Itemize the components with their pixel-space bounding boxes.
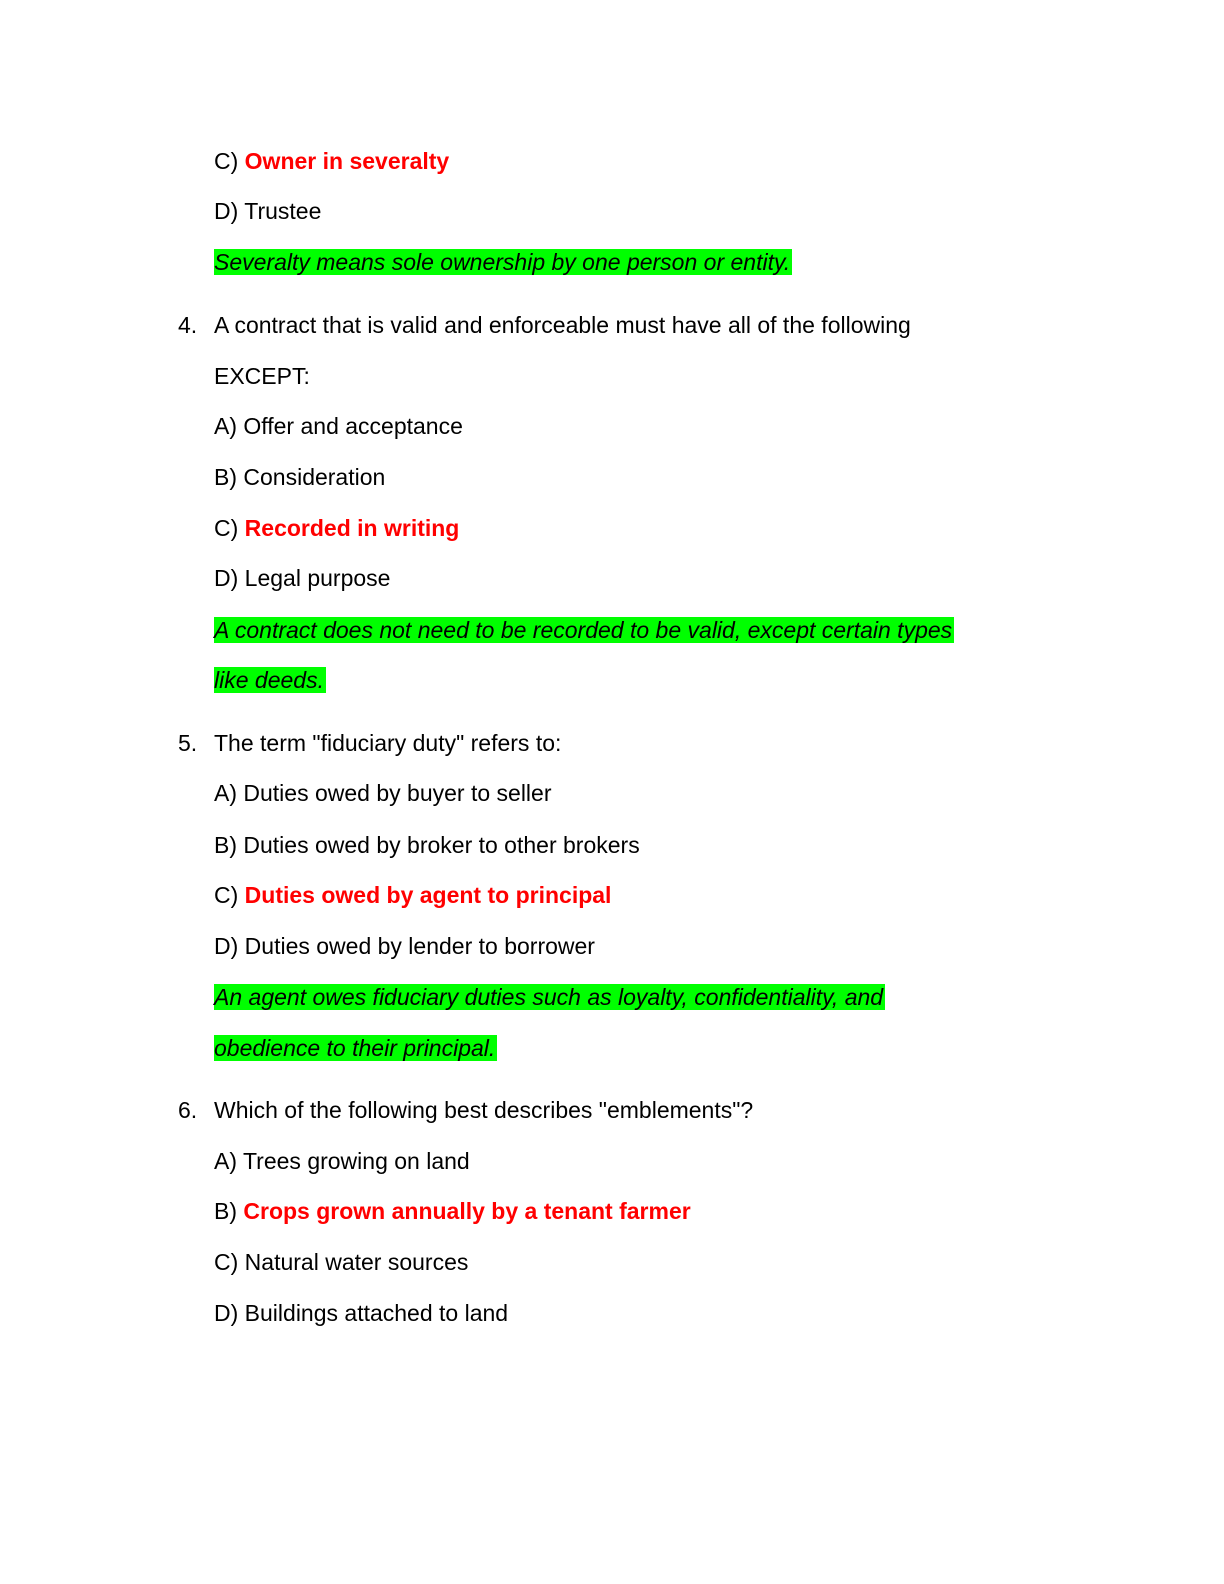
q5-option-b — [214, 830, 640, 860]
explanation-highlight: A contract does not need to be recorded to be valid, except certain types — [214, 617, 953, 643]
q4-option-d — [214, 563, 390, 593]
q4-option-c — [214, 513, 459, 543]
q4-option-b — [214, 462, 385, 492]
option-text: Legal purpose — [244, 565, 391, 591]
option-letter: C) — [214, 882, 239, 908]
option-letter: D) — [214, 1300, 239, 1326]
q4-question-line-2: EXCEPT: — [214, 363, 310, 389]
q6-option-d — [214, 1298, 508, 1328]
option-letter: C) — [214, 1249, 239, 1275]
q5-question-line-1: The term "fiduciary duty" refers to: — [214, 730, 562, 756]
correct-answer: Duties owed by agent to principal — [244, 882, 612, 908]
option-text: Duties owed by broker to other brokers — [243, 832, 640, 858]
q3-explanation — [214, 247, 792, 277]
q4-question-line-1: A contract that is valid and enforceable must have all of the following — [214, 312, 911, 338]
explanation-highlight: Severalty means sole ownership by one person or entity. — [214, 249, 791, 275]
option-text: Duties owed by lender to borrower — [244, 933, 595, 959]
q3-option-d — [214, 196, 321, 226]
option-letter: B) — [214, 832, 237, 858]
q5-number: 5. — [178, 730, 198, 756]
q3-option-c — [214, 146, 449, 176]
option-text: Offer and acceptance — [243, 413, 463, 439]
explanation-highlight: An agent owes fiduciary duties such as loyalty, confidentiality, and — [214, 984, 884, 1010]
q4-number: 4. — [178, 312, 198, 338]
option-text: Trees growing on land — [242, 1148, 470, 1174]
option-letter: C) — [214, 515, 239, 541]
option-text: Natural water sources — [244, 1249, 469, 1275]
option-letter: D) — [214, 198, 239, 224]
q5-option-d — [214, 931, 595, 961]
option-letter: D) — [214, 565, 239, 591]
q4-explanation-line-1 — [214, 615, 954, 645]
q6-option-c — [214, 1247, 468, 1277]
q5-option-c — [214, 880, 611, 910]
q6-option-b — [214, 1196, 691, 1226]
option-letter: A) — [214, 1148, 237, 1174]
correct-answer: Recorded in writing — [244, 515, 460, 541]
option-text: Consideration — [243, 464, 386, 490]
q4-explanation-line-2 — [214, 665, 326, 695]
option-letter: A) — [214, 413, 237, 439]
option-letter: A) — [214, 780, 237, 806]
q5-option-a — [214, 778, 552, 808]
q6-number: 6. — [178, 1097, 198, 1123]
q6-question-line-1: Which of the following best describes "emblements"? — [214, 1097, 754, 1123]
q5-explanation-line-2 — [214, 1033, 497, 1063]
option-letter: C) — [214, 148, 239, 174]
correct-answer: Crops grown annually by a tenant farmer — [243, 1198, 691, 1224]
option-letter: D) — [214, 933, 239, 959]
option-text: Trustee — [244, 198, 322, 224]
option-text: Buildings attached to land — [244, 1300, 509, 1326]
option-text: Duties owed by buyer to seller — [243, 780, 552, 806]
explanation-highlight: obedience to their principal. — [214, 1035, 496, 1061]
explanation-highlight: like deeds. — [214, 667, 324, 693]
option-letter: B) — [214, 464, 237, 490]
q6-option-a — [214, 1146, 470, 1176]
q5-explanation-line-1 — [214, 982, 885, 1012]
correct-answer: Owner in severalty — [244, 148, 450, 174]
q4-option-a — [214, 411, 463, 441]
option-letter: B) — [214, 1198, 237, 1224]
